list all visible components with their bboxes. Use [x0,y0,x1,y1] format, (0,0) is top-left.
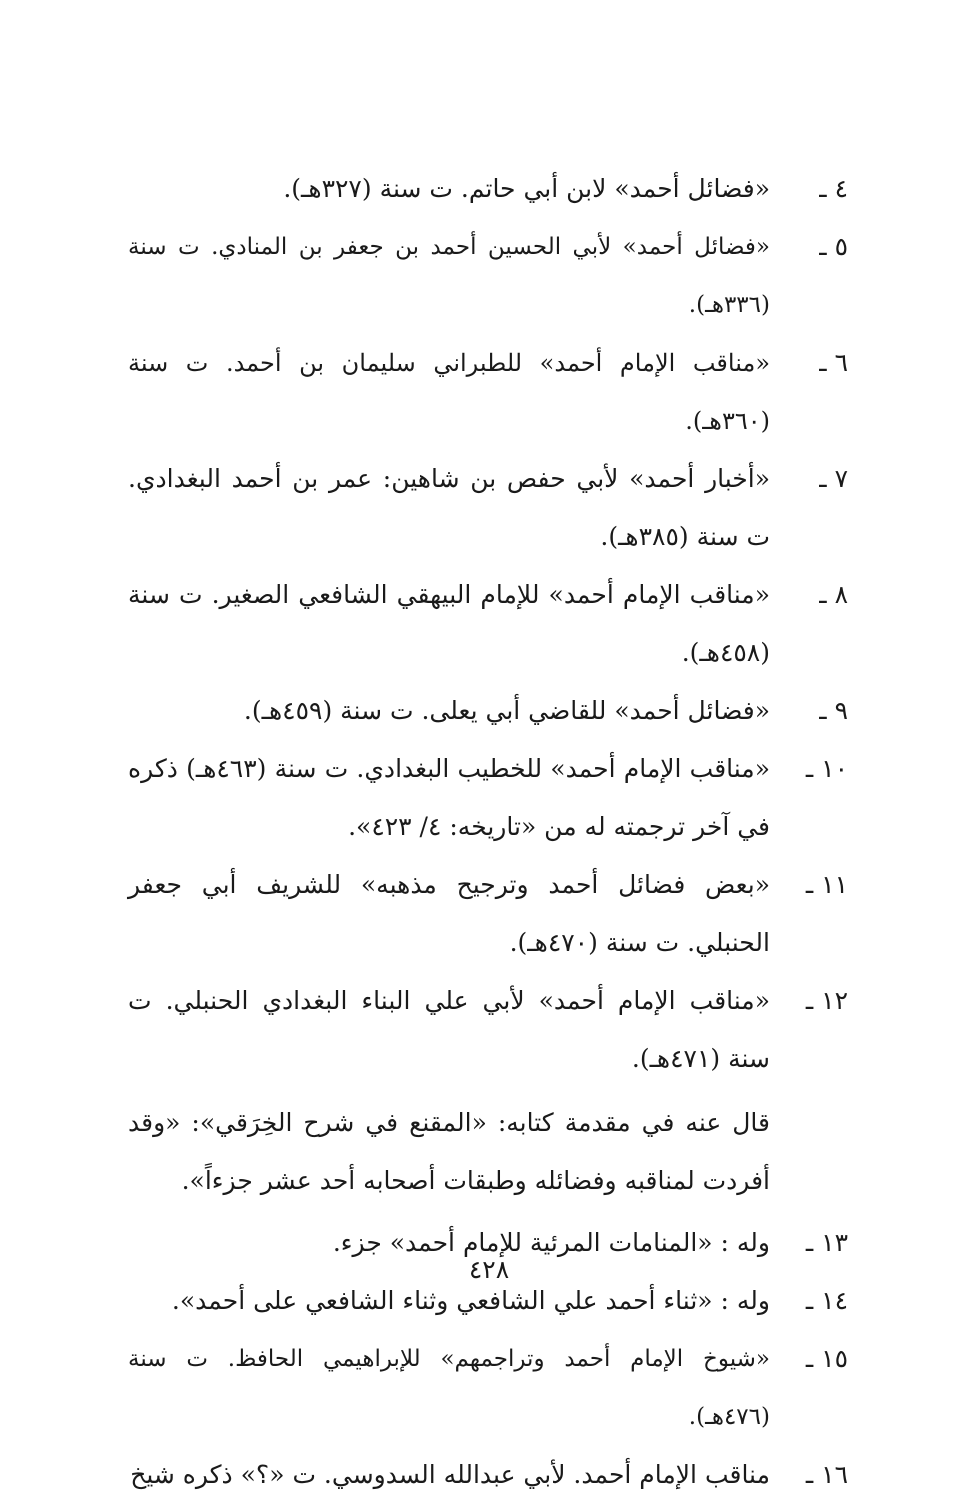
item-number: ٦ ـ [819,348,848,377]
item-text: «أخبار أحمد» لأبي حفص بن شاهين: عمر بن أحمد البغدادي. ت سنة (٣٨٥هـ). [128,464,770,551]
list-item [128,450,848,566]
item-number: ١٠ ـ [805,754,848,783]
item-text: مناقب الإمام أحمد. لأبي عبدالله السدوسي. ت «؟» ذكره شيخ [130,1460,770,1489]
item-number: ١٤ ـ [805,1286,848,1315]
item-text: «شيوخ الإمام أحمد وتراجمهم» للإبراهيمي الحافظ. ت سنة (٤٧٦هـ). [128,1346,770,1430]
item-number: ٤ ـ [819,174,848,203]
list-item [128,972,848,1088]
list-item [128,218,848,334]
list-item [128,160,848,218]
item-text: وله : «المنامات المرئية للإمام أحمد» جزء. [332,1228,770,1257]
item-text: «مناقب الإمام أحمد» للإمام البيهقي الشافعي الصغير. ت سنة (٤٥٨هـ). [128,580,770,667]
item-number: ٥ ـ [819,232,848,261]
item-number: ٧ ـ [819,464,848,493]
list-item [128,740,848,856]
item-number: ١١ ـ [805,870,848,899]
item-text: «فضائل أحمد» للقاضي أبي يعلى. ت سنة (٤٥٩هـ). [243,696,770,725]
item-number: ١٣ ـ [805,1228,848,1257]
list-item [128,566,848,682]
item-text: وله : «ثناء أحمد علي الشافعي وثناء الشافعي على أحمد». [171,1286,770,1315]
list-item [128,1446,848,1504]
list-item [128,856,848,972]
item-text: «مناقب الإمام أحمد» للخطيب البغدادي. ت سنة (٤٦٣هـ) ذكره في آخر ترجمته له من «تاريخه: ٤/ ٤٢٣». [128,754,770,841]
item-text: «بعض فضائل أحمد وترجيح مذهبه» للشريف أبي جعفر الحنبلي. ت سنة (٤٧٠هـ). [128,870,770,957]
book-text [128,160,848,1504]
quote-paragraph: قال عنه في مقدمة كتابه: «المقنع في شرح الخِرَقي»: «وقد أفردت لمناقبه وفضائله وطبقات أصحابه أحد عشر جزءاً». [128,1108,770,1195]
item-number: ٨ ـ [819,580,848,609]
item-text: «مناقب الإمام أحمد» لأبي علي البناء البغدادي الحنبلي. ت سنة (٤٧١هـ). [128,986,770,1073]
item-number: ١٢ ـ [805,986,848,1015]
item-number: ٩ ـ [819,696,848,725]
page-number: ٤٢٨ [468,1255,510,1284]
list-item [128,682,848,740]
item-text: «مناقب الإمام أحمد» للطبراني سليمان بن أحمد. ت سنة (٣٦٠هـ). [128,349,770,435]
list-item [128,334,848,450]
list-item [128,1330,848,1446]
item-number: ١٦ ـ [805,1460,848,1489]
item-text: «فضائل أحمد» لابن أبي حاتم. ت سنة (٣٢٧هـ). [283,174,770,203]
item-text: «فضائل أحمد» لأبي الحسين أحمد بن جعفر بن المنادي. ت سنة (٣٣٦هـ). [128,234,770,318]
item-number: ١٥ ـ [805,1344,848,1373]
